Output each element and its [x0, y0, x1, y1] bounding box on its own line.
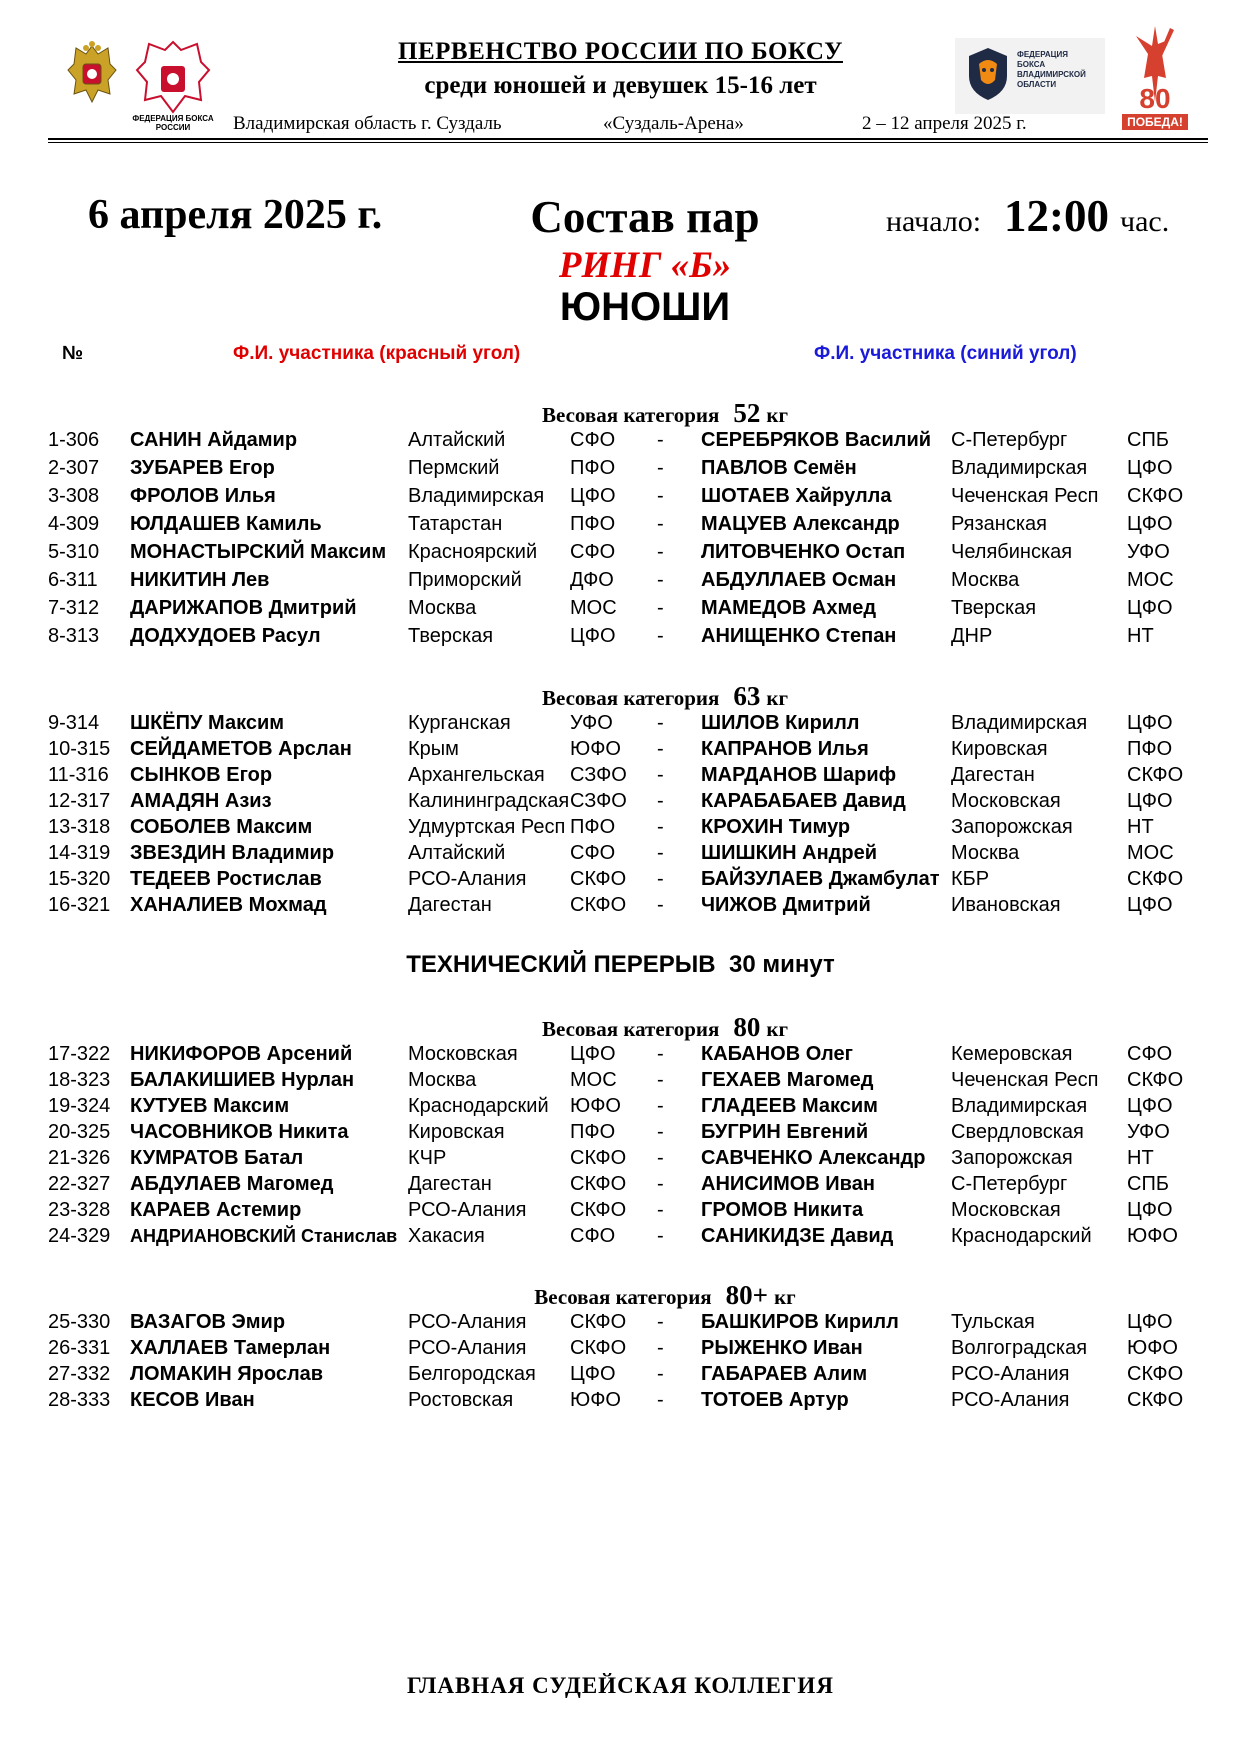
blue-fighter-name: ПАВЛОВ Семён	[701, 457, 857, 479]
red-fighter-name: БАЛАКИШИЕВ Нурлан	[130, 1069, 355, 1091]
blue-fighter-name: БАШКИРОВ Кирилл	[701, 1311, 899, 1333]
blue-fighter-name: МАРДАНОВ Шариф	[701, 764, 897, 786]
championship-title: ПЕРВЕНСТВО РОССИИ ПО БОКСУ	[398, 38, 843, 65]
red-fighter-region: Владимирская	[408, 485, 545, 507]
red-fighter-district: СЗФО	[570, 790, 627, 812]
bout-number: 24-329	[48, 1225, 111, 1247]
bout-row	[0, 483, 1241, 509]
red-fighter-name: ХАНАЛИЕВ Мохмад	[130, 894, 327, 916]
blue-fighter-region: Запорожская	[951, 816, 1073, 838]
red-fighter-region: Московская	[408, 1043, 518, 1065]
red-fighter-name: ЧАСОВНИКОВ Никита	[130, 1121, 349, 1143]
category-unit: кг	[766, 686, 788, 710]
red-fighter-name: ЗУБАРЕВ Егор	[130, 457, 275, 479]
bout-separator: -	[657, 1095, 664, 1117]
red-fighter-region: Приморский	[408, 569, 522, 591]
blue-fighter-district: СКФО	[1127, 485, 1184, 507]
red-fighter-name: ЛОМАКИН Ярослав	[130, 1363, 324, 1385]
blue-fighter-name: КАПРАНОВ Илья	[701, 738, 869, 760]
red-fighter-district: ЮФО	[570, 738, 621, 760]
blue-fighter-name: МАМЕДОВ Ахмед	[701, 597, 877, 619]
red-fighter-district: СФО	[570, 1225, 616, 1247]
blue-fighter-district: МОС	[1127, 842, 1174, 864]
blue-fighter-region: Кировская	[951, 738, 1048, 760]
bout-number: 25-330	[48, 1311, 111, 1333]
event-location: Владимирская область г. Суздаль	[233, 113, 502, 134]
bout-row	[0, 595, 1241, 621]
red-fighter-region: Удмуртская Респ	[408, 816, 566, 838]
red-fighter-district: СФО	[570, 541, 616, 563]
bout-number: 12-317	[48, 790, 111, 812]
blue-fighter-name: ШИЛОВ Кирилл	[701, 712, 860, 734]
weight-category-header	[0, 681, 1241, 712]
blue-fighter-district: ЦФО	[1127, 1095, 1173, 1117]
bout-separator: -	[657, 816, 664, 838]
blue-fighter-district: ЦФО	[1127, 597, 1173, 619]
bout-number: 18-323	[48, 1069, 111, 1091]
red-fighter-region: Красноярский	[408, 541, 538, 563]
red-fighter-region: Алтайский	[408, 842, 506, 864]
red-fighter-district: СКФО	[570, 1147, 627, 1169]
red-fighter-district: ЦФО	[570, 625, 616, 647]
blue-fighter-district: НТ	[1127, 1147, 1154, 1169]
start-unit: час.	[1120, 205, 1170, 238]
red-fighter-name: СЕЙДАМЕТОВ Арслан	[130, 738, 352, 760]
blue-fighter-region: Москва	[951, 842, 1020, 864]
bout-number: 3-308	[48, 485, 100, 507]
bout-separator: -	[657, 597, 664, 619]
blue-fighter-name: САВЧЕНКО Александр	[701, 1147, 926, 1169]
blue-fighter-name: АНИСИМОВ Иван	[701, 1173, 875, 1195]
red-fighter-region: Тверская	[408, 625, 494, 647]
red-fighter-name: ТЕДЕЕВ Ростислав	[130, 868, 322, 890]
category-weight: 80+	[725, 1280, 769, 1310]
bout-separator: -	[657, 1337, 664, 1359]
weight-category-header	[0, 1280, 1241, 1311]
red-fighter-district: СКФО	[570, 1173, 627, 1195]
red-fighter-region: Москва	[408, 1069, 477, 1091]
red-fighter-region: Дагестан	[408, 894, 492, 916]
blue-fighter-name: ЧИЖОВ Дмитрий	[701, 894, 871, 916]
bout-row	[0, 736, 1241, 762]
category-unit: кг	[766, 403, 788, 427]
red-fighter-region: Крым	[408, 738, 459, 760]
red-fighter-district: ЦФО	[570, 485, 616, 507]
blue-fighter-district: СКФО	[1127, 1389, 1184, 1411]
start-time: 12:00	[1004, 191, 1109, 241]
red-fighter-district: СКФО	[570, 1337, 627, 1359]
red-fighter-region: Кировская	[408, 1121, 505, 1143]
blue-fighter-name: СЕРЕБРЯКОВ Василий	[701, 429, 932, 451]
column-header-red-corner: Ф.И. участника (красный угол)	[233, 343, 521, 364]
blue-fighter-name: ЛИТОВЧЕНКО Остап	[701, 541, 906, 563]
red-fighter-region: Калининградская	[408, 790, 570, 812]
red-fighter-name: ФРОЛОВ Илья	[130, 485, 276, 507]
blue-fighter-name: ГЕХАЕВ Магомед	[701, 1069, 874, 1091]
blue-fighter-region: Москва	[951, 569, 1020, 591]
bout-separator: -	[657, 712, 664, 734]
blue-fighter-name: КАРАБАБАЕВ Давид	[701, 790, 906, 812]
bout-row	[0, 840, 1241, 866]
red-fighter-region: Архангельская	[408, 764, 545, 786]
blue-fighter-region: Московская	[951, 1199, 1061, 1221]
bout-number: 8-313	[48, 625, 100, 647]
category-unit: кг	[774, 1285, 796, 1309]
bout-separator: -	[657, 894, 664, 916]
blue-fighter-district: ЮФО	[1127, 1337, 1178, 1359]
red-fighter-name: КУМРАТОВ Батал	[130, 1147, 304, 1169]
blue-fighter-name: БУГРИН Евгений	[701, 1121, 869, 1143]
bout-number: 13-318	[48, 816, 111, 838]
blue-fighter-district: ЦФО	[1127, 790, 1173, 812]
column-header-blue-corner: Ф.И. участника (синий угол)	[814, 343, 1077, 364]
red-fighter-district: ПФО	[570, 1121, 616, 1143]
red-fighter-district: СЗФО	[570, 764, 627, 786]
red-fighter-region: КЧР	[408, 1147, 447, 1169]
red-fighter-name: ВАЗАГОВ Эмир	[130, 1311, 286, 1333]
victory-text: ПОБЕДА!	[1122, 114, 1188, 130]
weight-category-header	[0, 398, 1241, 429]
blue-fighter-district: ЦФО	[1127, 1199, 1173, 1221]
bout-separator: -	[657, 842, 664, 864]
category-label: Весовая категория	[534, 1285, 712, 1309]
regional-logo-text: ФЕДЕРАЦИЯ БОКСА ВЛАДИМИРСКОЙ ОБЛАСТИ	[1017, 50, 1086, 89]
blue-fighter-district: УФО	[1127, 541, 1170, 563]
red-fighter-district: ПФО	[570, 816, 616, 838]
bout-row	[0, 1041, 1241, 1067]
blue-fighter-region: С-Петербург	[951, 1173, 1068, 1195]
bout-row	[0, 762, 1241, 788]
red-fighter-district: СФО	[570, 842, 616, 864]
blue-fighter-name: МАЦУЕВ Александр	[701, 513, 900, 535]
bout-number: 1-306	[48, 429, 100, 451]
bout-row	[0, 788, 1241, 814]
bout-row	[0, 1361, 1241, 1387]
blue-fighter-name: ТОТОЕВ Артур	[701, 1389, 849, 1411]
red-fighter-region: РСО-Алания	[408, 1199, 527, 1221]
blue-fighter-region: Ивановская	[951, 894, 1061, 916]
bout-separator: -	[657, 1199, 664, 1221]
bout-row	[0, 1119, 1241, 1145]
bout-row	[0, 455, 1241, 481]
blue-fighter-region: Запорожская	[951, 1147, 1073, 1169]
bout-row	[0, 1067, 1241, 1093]
blue-fighter-region: Владимирская	[951, 712, 1088, 734]
bout-separator: -	[657, 1225, 664, 1247]
blue-fighter-region: РСО-Алания	[951, 1389, 1070, 1411]
bout-separator: -	[657, 569, 664, 591]
red-fighter-district: МОС	[570, 597, 617, 619]
category-label: Весовая категория	[541, 686, 720, 710]
red-fighter-name: МОНАСТЫРСКИЙ Максим	[130, 541, 387, 563]
blue-fighter-name: ГЛАДЕЕВ Максим	[701, 1095, 878, 1117]
red-fighter-name: АНДРИАНОВСКИЙ Станислав	[130, 1226, 398, 1246]
bout-number: 19-324	[48, 1095, 111, 1117]
red-fighter-district: ДФО	[570, 569, 614, 591]
bout-number: 27-332	[48, 1363, 111, 1385]
blue-fighter-name: АНИЩЕНКО Степан	[701, 625, 897, 647]
blue-fighter-district: ЦФО	[1127, 513, 1173, 535]
bout-number: 16-321	[48, 894, 111, 916]
bout-row	[0, 1197, 1241, 1223]
bout-row	[0, 814, 1241, 840]
technical-break-notice: ТЕХНИЧЕСКИЙ ПЕРЕРЫВ 30 минут	[406, 951, 835, 978]
red-fighter-region: Дагестан	[408, 1173, 492, 1195]
red-fighter-name: ДОДХУДОЕВ Расул	[130, 625, 321, 647]
red-fighter-name: АМАДЯН Азиз	[130, 790, 272, 812]
bout-row	[0, 892, 1241, 918]
blue-fighter-name: ГАБАРАЕВ Алим	[701, 1363, 868, 1385]
bout-separator: -	[657, 1363, 664, 1385]
red-fighter-name: САНИН Айдамир	[130, 429, 298, 451]
bout-number: 23-328	[48, 1199, 111, 1221]
category-label: Весовая категория	[541, 403, 720, 427]
bout-number: 14-319	[48, 842, 111, 864]
bout-separator: -	[657, 429, 664, 451]
bout-row	[0, 623, 1241, 649]
red-fighter-region: Москва	[408, 597, 477, 619]
red-fighter-district: ЮФО	[570, 1095, 621, 1117]
blue-fighter-district: СКФО	[1127, 1363, 1184, 1385]
blue-fighter-name: БАЙЗУЛАЕВ Джамбулат	[701, 868, 940, 890]
blue-fighter-region: Дагестан	[951, 764, 1035, 786]
bout-separator: -	[657, 541, 664, 563]
red-fighter-region: Татарстан	[408, 513, 503, 535]
red-fighter-name: ЗВЕЗДИН Владимир	[130, 842, 335, 864]
bout-separator: -	[657, 457, 664, 479]
red-fighter-region: Курганская	[408, 712, 511, 734]
red-fighter-region: РСО-Алания	[408, 1337, 527, 1359]
bout-separator: -	[657, 790, 664, 812]
bout-separator: -	[657, 1069, 664, 1091]
red-fighter-district: ПФО	[570, 513, 616, 535]
red-fighter-name: НИКИТИН Лев	[130, 569, 270, 591]
chief-judges-panel: ГЛАВНАЯ СУДЕЙСКАЯ КОЛЛЕГИЯ	[407, 1673, 834, 1698]
bout-row	[0, 511, 1241, 537]
bout-separator: -	[657, 1389, 664, 1411]
blue-fighter-name: АБДУЛЛАЕВ Осман	[701, 569, 897, 591]
blue-fighter-district: НТ	[1127, 625, 1154, 647]
bout-number: 9-314	[48, 712, 100, 734]
red-fighter-district: ЦФО	[570, 1043, 616, 1065]
blue-fighter-district: ЮФО	[1127, 1225, 1178, 1247]
blue-fighter-district: НТ	[1127, 816, 1154, 838]
red-fighter-district: ЦФО	[570, 1363, 616, 1385]
red-fighter-region: Краснодарский	[408, 1095, 549, 1117]
blue-fighter-district: СПБ	[1127, 429, 1169, 451]
bout-separator: -	[657, 625, 664, 647]
bout-row	[0, 710, 1241, 736]
red-fighter-district: ЮФО	[570, 1389, 621, 1411]
bout-row	[0, 1335, 1241, 1361]
group-label: ЮНОШИ	[559, 285, 731, 329]
event-dates: 2 – 12 апреля 2025 г.	[862, 113, 1027, 134]
bout-number: 26-331	[48, 1337, 111, 1359]
blue-fighter-region: Владимирская	[951, 457, 1088, 479]
bout-number: 7-312	[48, 597, 100, 619]
page-title: Состав пар	[530, 192, 760, 242]
bout-row	[0, 1387, 1241, 1413]
bout-separator: -	[657, 764, 664, 786]
bout-row	[0, 539, 1241, 565]
blue-fighter-name: САНИКИДЗЕ Давид	[701, 1225, 894, 1247]
bout-row	[0, 1093, 1241, 1119]
bout-row	[0, 866, 1241, 892]
blue-fighter-district: ПФО	[1127, 738, 1173, 760]
blue-fighter-region: Чеченская Респ	[951, 485, 1099, 507]
red-fighter-region: РСО-Алания	[408, 868, 527, 890]
category-label: Весовая категория	[541, 1017, 720, 1041]
victory-number: 80	[1139, 83, 1171, 114]
red-fighter-name: АБДУЛАЕВ Магомед	[130, 1173, 334, 1195]
blue-fighter-region: Челябинская	[951, 541, 1073, 563]
blue-fighter-name: ШИШКИН Андрей	[701, 842, 878, 864]
bout-separator: -	[657, 1121, 664, 1143]
bout-number: 6-311	[48, 569, 98, 591]
blue-fighter-district: ЦФО	[1127, 457, 1173, 479]
start-label: начало:	[886, 205, 982, 238]
bout-number: 11-316	[48, 764, 109, 786]
category-unit: кг	[766, 1017, 788, 1041]
blue-fighter-region: Рязанская	[951, 513, 1047, 535]
weight-category-header	[0, 1012, 1241, 1043]
blue-fighter-district: СКФО	[1127, 764, 1184, 786]
red-fighter-region: Белгородская	[408, 1363, 536, 1385]
bout-separator: -	[657, 1311, 664, 1333]
blue-fighter-region: Владимирская	[951, 1095, 1088, 1117]
red-fighter-region: Хакасия	[408, 1225, 485, 1247]
bout-number: 15-320	[48, 868, 111, 890]
schedule-date: 6 апреля 2025 г.	[88, 192, 383, 238]
bout-row	[0, 1309, 1241, 1335]
blue-fighter-region: Волгоградская	[951, 1337, 1088, 1359]
event-venue: «Суздаль-Арена»	[603, 113, 744, 134]
red-fighter-district: СКФО	[570, 868, 627, 890]
bout-number: 4-309	[48, 513, 100, 535]
blue-fighter-district: СКФО	[1127, 868, 1184, 890]
red-fighter-district: СКФО	[570, 1199, 627, 1221]
blue-fighter-region: Тверская	[951, 597, 1037, 619]
red-fighter-name: КУТУЕВ Максим	[130, 1095, 290, 1117]
red-fighter-district: УФО	[570, 712, 613, 734]
blue-fighter-name: КРОХИН Тимур	[701, 816, 851, 838]
red-fighter-name: КАРАЕВ Астемир	[130, 1199, 302, 1221]
blue-fighter-region: С-Петербург	[951, 429, 1068, 451]
bout-number: 22-327	[48, 1173, 111, 1195]
bout-row	[0, 1171, 1241, 1197]
red-fighter-district: СКФО	[570, 1311, 627, 1333]
blue-fighter-name: РЫЖЕНКО Иван	[701, 1337, 863, 1359]
bout-separator: -	[657, 1043, 664, 1065]
bout-separator: -	[657, 513, 664, 535]
blue-fighter-region: Кемеровская	[951, 1043, 1073, 1065]
fbr-logo-text: ФЕДЕРАЦИЯ БОКСА РОССИИ	[132, 114, 214, 132]
bout-separator: -	[657, 738, 664, 760]
blue-fighter-region: Краснодарский	[951, 1225, 1092, 1247]
red-fighter-name: СЫНКОВ Егор	[130, 764, 273, 786]
bout-row	[0, 1223, 1241, 1249]
red-fighter-region: Ростовская	[408, 1389, 514, 1411]
blue-fighter-region: Чеченская Респ	[951, 1069, 1099, 1091]
red-fighter-region: Алтайский	[408, 429, 506, 451]
column-header-number: №	[62, 343, 84, 364]
blue-fighter-region: Тульская	[951, 1311, 1035, 1333]
red-fighter-region: Пермский	[408, 457, 500, 479]
category-weight: 52	[733, 398, 761, 428]
bout-separator: -	[657, 1173, 664, 1195]
ring-label: РИНГ «Б»	[558, 245, 732, 286]
red-fighter-district: ПФО	[570, 457, 616, 479]
blue-fighter-district: ЦФО	[1127, 1311, 1173, 1333]
header-divider	[48, 138, 1208, 140]
blue-fighter-district: ЦФО	[1127, 712, 1173, 734]
bout-row	[0, 1145, 1241, 1171]
red-fighter-name: ЮЛДАШЕВ Камиль	[130, 513, 322, 535]
blue-fighter-name: КАБАНОВ Олег	[701, 1043, 853, 1065]
red-fighter-name: ХАЛЛАЕВ Тамерлан	[130, 1337, 331, 1359]
red-fighter-district: СФО	[570, 429, 616, 451]
blue-fighter-region: РСО-Алания	[951, 1363, 1070, 1385]
red-fighter-name: СОБОЛЕВ Максим	[130, 816, 313, 838]
red-fighter-district: СКФО	[570, 894, 627, 916]
bout-row	[0, 567, 1241, 593]
bout-number: 10-315	[48, 738, 111, 760]
bout-row	[0, 427, 1241, 453]
bout-number: 2-307	[48, 457, 100, 479]
blue-fighter-region: ДНР	[951, 625, 993, 647]
red-fighter-name: ШКЁПУ Максим	[130, 712, 285, 734]
blue-fighter-name: ГРОМОВ Никита	[701, 1199, 864, 1221]
blue-fighter-region: КБР	[951, 868, 990, 890]
red-fighter-region: РСО-Алания	[408, 1311, 527, 1333]
blue-fighter-region: Свердловская	[951, 1121, 1084, 1143]
bout-separator: -	[657, 868, 664, 890]
bout-number: 17-322	[48, 1043, 111, 1065]
blue-fighter-district: ЦФО	[1127, 894, 1173, 916]
blue-fighter-region: Московская	[951, 790, 1061, 812]
blue-fighter-district: СПБ	[1127, 1173, 1169, 1195]
red-fighter-name: ДАРИЖАПОВ Дмитрий	[130, 597, 357, 619]
blue-fighter-name: ШОТАЕВ Хайрулла	[701, 485, 892, 507]
championship-subtitle: среди юношей и девушек 15-16 лет	[424, 72, 817, 99]
blue-fighter-district: СКФО	[1127, 1069, 1184, 1091]
bout-number: 5-310	[48, 541, 100, 563]
bout-number: 28-333	[48, 1389, 111, 1411]
bout-separator: -	[657, 485, 664, 507]
category-weight: 80	[733, 1012, 761, 1042]
bout-number: 20-325	[48, 1121, 111, 1143]
red-fighter-name: НИКИФОРОВ Арсений	[130, 1043, 353, 1065]
category-weight: 63	[733, 681, 761, 711]
blue-fighter-district: МОС	[1127, 569, 1174, 591]
header-divider-thin	[48, 142, 1208, 143]
blue-fighter-district: СФО	[1127, 1043, 1173, 1065]
red-fighter-district: МОС	[570, 1069, 617, 1091]
bout-number: 21-326	[48, 1147, 111, 1169]
red-fighter-name: КЕСОВ Иван	[130, 1389, 255, 1411]
blue-fighter-district: УФО	[1127, 1121, 1170, 1143]
bout-separator: -	[657, 1147, 664, 1169]
